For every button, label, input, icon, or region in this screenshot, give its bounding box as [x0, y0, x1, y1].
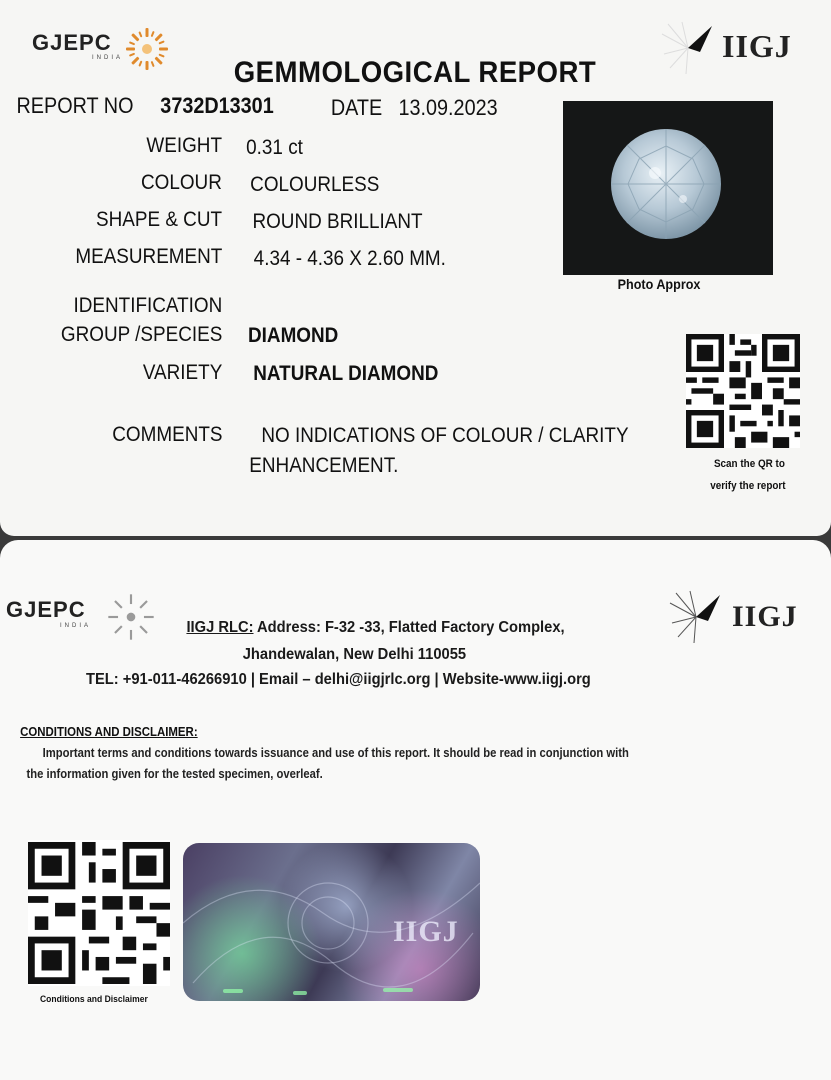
comments-label: COMMENTS [111, 423, 222, 446]
iigj-triangle-icon-back [668, 588, 728, 646]
qr-code-icon-back[interactable] [28, 840, 170, 986]
variety-label: VARIETY [142, 361, 222, 384]
comments-line-2: ENHANCEMENT. [249, 454, 399, 477]
date-value: 13.09.2023 [398, 95, 498, 120]
report-no-label: REPORT NO [16, 93, 134, 118]
gjepc-logo-back: GJEPC [6, 597, 86, 622]
field-row-weight-label-wrap [0, 134, 222, 158]
diamond-photo [563, 101, 773, 275]
iigj-logo-text-back: IIGJ [732, 600, 798, 633]
hologram-text: IIGJ [393, 915, 459, 948]
variety-label-wrap [0, 361, 222, 385]
gjepc-sunburst-icon-back [104, 590, 158, 644]
photo-caption: Photo Approx [617, 276, 701, 292]
colour-value: COLOURLESS [250, 173, 380, 196]
iigj-triangle-icon [660, 20, 720, 76]
address-line-1 [186, 619, 564, 637]
hologram-seal [183, 843, 480, 1001]
report-back-card [0, 540, 831, 1080]
measurement-value: 4.34 - 4.36 X 2.60 MM. [253, 247, 446, 270]
qr-code-icon[interactable] [686, 334, 800, 448]
address-label: IIGJ RLC: [186, 619, 254, 636]
report-no-value: 3732D13301 [160, 93, 274, 118]
date-label: DATE [330, 95, 383, 120]
variety-value: NATURAL DIAMOND [253, 362, 439, 385]
comments-line-1: NO INDICATIONS OF COLOUR / CLARITY [261, 424, 629, 447]
qr-caption-back: Conditions and Disclaimer [39, 994, 148, 1005]
conditions-line-2: the information given for the tested specimen, overleaf. [26, 767, 323, 781]
diamond-photo-frame [563, 101, 773, 275]
group-species-label-wrap [0, 323, 222, 347]
qr-caption-line-2: verify the report [710, 480, 786, 492]
shape-cut-label: SHAPE & CUT [95, 208, 222, 231]
iigj-logo-text: IIGJ [722, 28, 792, 64]
shape-cut-value: ROUND BRILLIANT [252, 210, 423, 233]
gjepc-logo-subtext: INDIA [92, 55, 124, 61]
measurement-label: MEASUREMENT [74, 245, 222, 268]
address-line-2: Jhandewalan, New Delhi 110055 [242, 646, 467, 663]
gjepc-logo: GJEPC [32, 30, 112, 55]
report-title: GEMMOLOGICAL REPORT [233, 56, 597, 89]
gjepc-sunburst-icon [122, 24, 172, 74]
gjepc-logo-subtext-back: INDIA [60, 623, 92, 629]
group-species-label: GROUP /SPECIES [60, 323, 222, 346]
identification-label: IDENTIFICATION [73, 294, 222, 317]
weight-label: WEIGHT [146, 134, 222, 157]
conditions-title: CONDITIONS AND DISCLAIMER: [20, 724, 198, 739]
conditions-line-1: Important terms and conditions towards issuance and use of this report. It should be read in conjunction with [42, 746, 629, 760]
field-row-colour-label-wrap [0, 171, 222, 195]
qr-caption-line-1: Scan the QR to [713, 458, 785, 470]
address-text-1: Address: F-32 -33, Flatted Factory Complex, [257, 619, 565, 636]
report-front-card [0, 0, 831, 536]
comments-label-wrap [0, 423, 222, 447]
field-row-shape-label-wrap [0, 208, 222, 232]
group-species-value: DIAMOND [248, 324, 339, 347]
identification-label-wrap [0, 294, 222, 318]
weight-value: 0.31 ct [246, 136, 303, 159]
field-row-measurement-label-wrap [0, 245, 222, 269]
colour-label: COLOUR [141, 171, 222, 194]
contact-line: TEL: +91-011-46266910 | Email – delhi@iigjrlc.org | Website-www.iigj.org [85, 671, 591, 688]
